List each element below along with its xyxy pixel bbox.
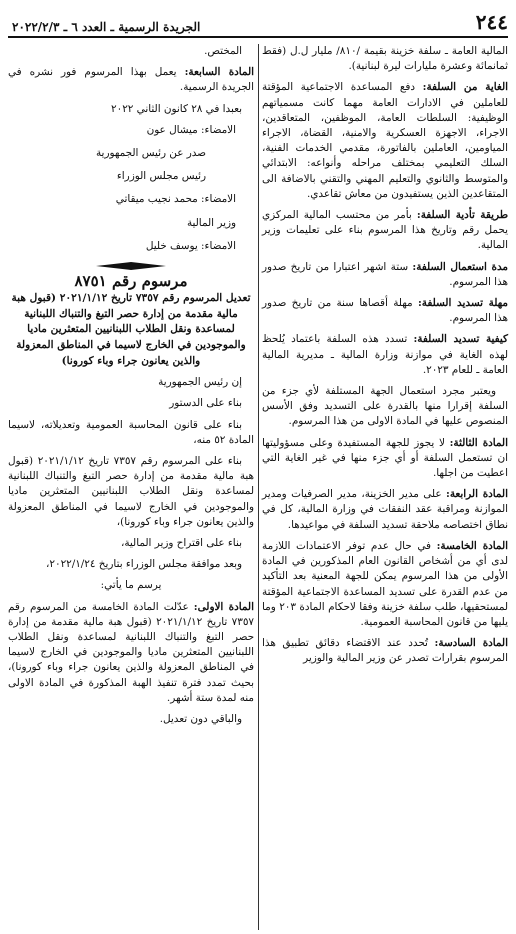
signature-line: وزير المالية <box>186 216 236 229</box>
decree-number: مرسوم رقم ٨٧٥١ <box>74 272 188 291</box>
page-header <box>8 8 508 38</box>
article-text: في حال عدم توفر الاعتمادات اللازمة لدى أي من أشخاص القانون العام المذكورين في المادة الأولى من هذا المرسوم يمكن للجهة المعنية بعد التأكيد من عدم القدرة على تسديد المساعدة الاجتماعية المؤقتة لمستحقيها، طلب سلفة خزينة وفقا لاحكام المادة ٢٠٣ وما يليها من قانون المحاسبة العمومية. <box>262 539 508 628</box>
article-text: بأمر من محتسب المالية المركزي يحمل رقم وتاريخ هذا المرسوم بناء على تعليمات وزير المالية. <box>262 209 508 252</box>
article-paragraph <box>262 332 508 378</box>
article-paragraph <box>262 80 508 202</box>
article-label: مهلة تسديد السلفة: <box>417 297 508 310</box>
article-label: مدة استعمال السلفة: <box>412 260 508 273</box>
article-text: ستة اشهر اعتبارا من تاريخ صدور هذا المرسوم. <box>262 260 508 288</box>
article-one <box>8 600 254 706</box>
signature-block <box>8 123 254 254</box>
section-divider <box>8 262 254 270</box>
article-paragraph <box>262 260 508 290</box>
article-label: الغاية من السلفة: <box>422 81 508 94</box>
article-text: تسدد هذه السلفة باعتماد يُلحظ لهذه الغاية في موازنة وزارة المالية ـ مديرية المالية العامة ـ للعام ٢٠٢٣. <box>262 333 508 376</box>
decree-preamble <box>8 375 254 572</box>
body-paragraph: ويعتبر مجرد استعمال الجهة المستلفة لأي جزء من السلفة إقرارا منها بالقدرة على التسديد وفق الأسس المنصوص عليها في المادة الاولى من هذا المرسوم. <box>262 385 508 428</box>
signature-line: الامضاء: محمد نجيب ميقاتي <box>115 193 236 206</box>
article-text: دفع المساعدة الاجتماعية المؤقتة للعاملين في الادارات العامة مهما كانت مسمياتهم الوظيفية: السلطات العامة، الموظفين، المتعاقدين، الاجراء، الاجهزة العسكرية والامنية، القضاة، الاجراء المياومين، العاملين بالفاتورة، مقدمي الخدمات الفنية، السلك التعليمي بمختلف مراحله وأنواعه: الابتدائي والمتوسط والثانوي والتعليم المهني والتقني بالاضافة الى المتقاعدين الذين يستفيدون من معاش تقاعدي. <box>262 81 508 200</box>
article-label: المادة الرابعة: <box>445 488 508 501</box>
article-paragraph <box>262 539 508 630</box>
two-column-body <box>8 44 508 930</box>
preamble-line: بناء على الدستور <box>169 397 242 410</box>
preamble-line: بناء على قانون المحاسبة العمومية وتعديلاته، لاسيما المادة ٥٢ منه، <box>8 418 254 446</box>
preamble-line: بناء على اقتراح وزير المالية، <box>120 537 242 550</box>
signature-line: رئيس مجلس الوزراء <box>116 170 206 183</box>
right-column <box>262 44 508 930</box>
left-top-articles <box>8 44 254 96</box>
signature-line: الامضاء: ميشال عون <box>146 123 236 136</box>
decree-title: تعديل المرسوم رقم ٧٣٥٧ تاريخ ٢٠٢١/١/١٢ (قبول هبة مالية مقدمة من إدارة حصر التبغ والتنباك اللبنانية لمساعدة ونقل الطلاب اللبنانيين المتعثرين ماديا والموجودين في الخارج لاسيما في المناطق المعزولة والذين يعانون جراء وباء كورونا) <box>11 292 251 367</box>
gazette-title: الجريدة الرسمية ـ العدد ٦ ـ ٢٠٢٢/٢/٣ <box>12 20 201 34</box>
divider-ornament-icon <box>96 262 166 270</box>
article-paragraph <box>262 296 508 326</box>
article-one-text: عدّلت المادة الخامسة من المرسوم رقم ٧٣٥٧ تاريخ ٢٠٢١/١/١٢ (قبول هبة مالية مقدمة من إدارة حصر التبغ والتنباك اللبنانية لمساعدة ونقل الطلاب اللبنانيين المتعثرين ماديا والموجودين في الخارج لاسيما في المناطق المعزولة والذين يعانون جراء وباء كورونا)، بحيث تمدد فترة تنفيذ الهبة المذكورة في المادة الاولى منه لمدة ستة أشهر. <box>8 600 254 704</box>
article-label: المادة السابعة: <box>184 66 254 79</box>
decrees-line: يرسم ما يأتي: <box>100 579 162 592</box>
article-paragraph <box>262 487 508 533</box>
article-label: طريقة تأدية السلفة: <box>416 209 508 222</box>
article-label: المادة الخامسة: <box>436 539 508 552</box>
article-paragraph <box>262 436 508 482</box>
article-text: مهلة أقصاها سنة من تاريخ صدور هذا المرسوم. <box>262 297 508 325</box>
article-text: تُحدد عند الاقتضاء دقائق تطبيق هذا المرسوم بقرارات تصدر عن وزير المالية والوزير <box>262 637 508 665</box>
article-one-label: المادة الاولى: <box>193 600 254 613</box>
column-divider <box>258 44 259 930</box>
article-label: المادة السادسة: <box>434 637 508 650</box>
preamble-line: وبعد موافقة مجلس الوزراء بتاريخ ٢٠٢٢/١/٢٤، <box>46 558 242 571</box>
article-text: على مدير الخزينة، مدير الصرفيات ومدير الموازنة ومراقبة عقد النفقات في وزارة المالية، كل في نطاق اختصاصه ملاحقة تسديد السلفة في مواعيدها. <box>262 488 508 531</box>
preamble-line: إن رئيس الجمهورية <box>158 376 242 389</box>
article-text: يعمل بهذا المرسوم فور نشره في الجريدة الرسمية. <box>8 66 254 94</box>
left-column <box>8 44 254 930</box>
article-label: كيفية تسديد السلفة: <box>413 333 508 346</box>
article-text: لا يجوز للجهة المستفيدة وعلى مسؤوليتها ان تستعمل السلفة أو أي جزء منها في غير الغاية التي اعطيت من اجلها. <box>262 436 508 480</box>
article-paragraph <box>8 65 254 95</box>
body-paragraph: المختص. <box>204 45 242 57</box>
article-paragraph <box>262 208 508 254</box>
preamble-line: بناء على المرسوم رقم ٧٣٥٧ تاريخ ٢٠٢١/١/١٢ (قبول هبة مالية مقدمة من إدارة حصر التبغ والتنباك اللبنانية لمساعدة ونقل الطلاب اللبنانيين المتعثرين ماديا والموجودين في الخارج لاسيما في المناطق المعزولة والذين يعانون جراء وباء كورونا)، <box>8 455 254 528</box>
page-number: ٢٤٤ <box>475 10 508 34</box>
article-label: المادة الثالثة: <box>449 436 508 449</box>
body-paragraph: المالية العامة ـ سلفة خزينة بقيمة /٨١٠/ مليار ل.ل (فقط ثمانمائة وعشرة مليارات ليرة لبنانية). <box>262 45 508 73</box>
article-paragraph <box>262 636 508 666</box>
dateline: بعبدا في ٢٨ كانون الثاني ٢٠٢٢ <box>111 102 242 115</box>
remainder-line: والباقي دون تعديل. <box>159 713 242 726</box>
signature-line: صدر عن رئيس الجمهورية <box>95 147 206 160</box>
signature-line: الامضاء: يوسف خليل <box>145 239 236 252</box>
